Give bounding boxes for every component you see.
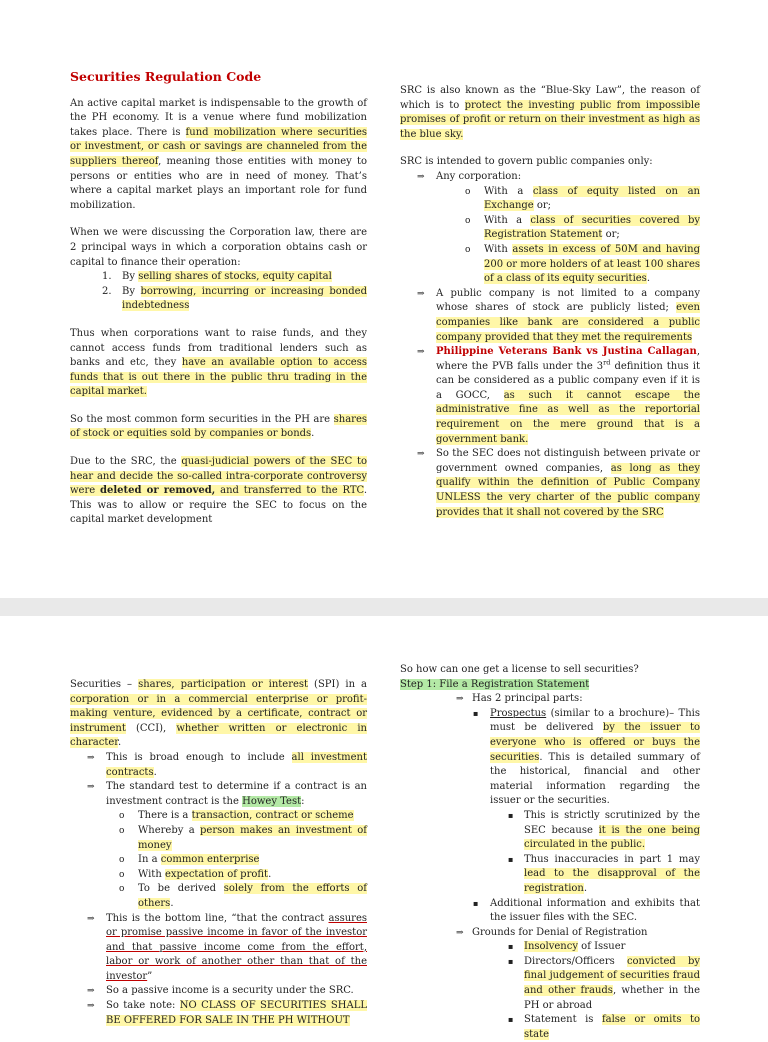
circle-bullet-icon: o [465,186,471,197]
arrow-icon: ⇒ [417,347,425,358]
circle-bullet-icon: o [465,244,471,255]
arrow-icon: ⇒ [87,1001,95,1012]
square-bullet-icon: ▪ [508,1015,514,1025]
square-bullet-icon: ▪ [473,898,479,908]
list-item-passive-income: ⇒ So a passive income is a security under the SRC. [70,984,367,999]
list-item-howey-4: o With expectation of profit. [70,868,367,883]
list-item-any-corporation: ⇒ Any corporation: [400,170,700,185]
square-bullet-icon: ▪ [508,810,514,820]
circle-bullet-icon: o [119,869,125,880]
list-item-public-company: ⇒ A public company is not limited to a company whose shares of stock are publicly listed; even companies like bank are considered a public company provided that they met the requirements [417,287,700,343]
circle-bullet-icon: o [119,855,125,866]
arrow-icon: ⇒ [87,782,95,793]
right-column-bottom [400,663,700,1042]
arrow-icon: ⇒ [417,171,425,182]
circle-bullet-icon: o [465,215,471,226]
list-item-way-1: 1. By selling shares of stocks, equity capital [102,271,332,283]
left-column-bottom [70,678,367,1028]
list-item-take-note: ⇒ So take note: NO CLASS OF SECURITIES SHALL BE OFFERED FOR SALE IN THE PH WITHOUT [87,1000,367,1026]
list-item-principal-parts: ⇒ Has 2 principal parts: [400,692,700,707]
list-item-grounds-denial: ⇒ Grounds for Denial of Registration [400,926,700,941]
list-item-equity-exchange: o With a class of equity listed on an Exchange or; [465,185,700,212]
square-bullet-icon: ▪ [473,708,479,718]
list-item-registration-statement: o With a class of securities covered by Registration Statement or; [465,214,700,241]
circle-bullet-icon: o [119,825,125,836]
square-bullet-icon: ▪ [508,956,514,966]
list-item-additional-info: ▪ Additional information and exhibits that the issuer files with the SEC. [473,897,700,924]
circle-bullet-icon: o [119,884,125,895]
list-item-standard-test: ⇒ The standard test to determine if a contract is an investment contract is the Howey Test: [87,781,367,807]
page-separator [0,598,768,616]
step-1-heading: Step 1: File a Registration Statement [400,678,590,690]
paragraph-capital-market: An active capital market is indispensable to the growth of the PH economy. It is a venue where fund mobilization takes place. There is fund mobilization where securities or investment, or cash or savings are channeled from the suppliers thereof, meaning those entities with money to persons or entities who are in need of money. That’s where a capital market plays an important role for fund mobilization. [70,97,367,211]
list-item-bottom-line: ⇒ This is the bottom line, “that the contract assures or promise passive income in favor of the investor and that passive income come from the effort, labor or work of another other than that of the investor” [87,912,367,982]
arrow-icon: ⇒ [87,913,95,924]
list-item-howey-5: o To be derived solely from the efforts of others. [119,883,367,909]
paragraph-common-securities: So the most common form securities in the PH are shares of stock or equities sold by companies or bonds. [70,413,367,440]
arrow-icon: ⇒ [417,449,425,460]
list-item-inaccuracies: ▪ Thus inaccuracies in part 1 may lead to the disapproval of the registration. [508,853,700,894]
arrow-icon: ⇒ [87,752,95,763]
list-item-howey-2: o Whereby a person makes an investment of money [119,824,367,851]
paragraph-license-question: So how can one get a license to sell securities? [400,664,639,675]
list-item-assets: o With assets in excess of 50M and having 200 or more holders of at least 100 shares of a class of its equity securities. [465,243,700,285]
paragraph-securities-definition: Securities – shares, participation or interest (SPI) in a corporation or in a commercial enterprise or profit-making venture, evidenced by a certificate, contract or instrument (CCI), whether written or electronic in character. [70,679,367,749]
list-item-insolvency: ▪ Insolvency of Issuer [400,940,700,955]
right-column-top [400,84,700,520]
document-page-bottom [0,616,768,1040]
list-item-scrutinized: ▪ This is strictly scrutinized by the SEC because it is the one being circulated in the public. [508,809,700,851]
arrow-icon: ⇒ [456,927,464,938]
circle-bullet-icon: o [119,811,125,822]
list-item-directors: ▪ Directors/Officers convicted by final judgement of securities fraud and other frauds, whether in the PH or abroad [508,955,700,1011]
paragraph-quasi-judicial: Due to the SRC, the quasi-judicial powers of the SEC to hear and decide the so-called intra-corporate controversy were deleted or removed, and transferred to the RTC. This was to allow or require the SEC to focus on the capital market development [70,456,368,526]
list-item-sec-distinction: ⇒ So the SEC does not distinguish between private or government owned companies, as long as they qualify within the definition of Public Company UNLESS the very charter of the public company provides that it shall not covered by the SRC [417,448,700,518]
list-item-pvb-case: ⇒ Philippine Veterans Bank vs Justina Callagan, where the PVB falls under the 3rd definition thus it can be considered as a public company even if it is a GOCC, as such it cannot escape the administrative fine as well as the reportorial requirement on the mere ground that is a government bank. [417,346,700,445]
paragraph-raise-funds: Thus when corporations want to raise funds, and they cannot access funds from traditional lenders such as banks and etc, they have an available option to access funds that is out there in the public thru trading in the capital market. [70,327,367,398]
list-item-way-2: 2. By borrowing, incurring or increasing bonded indebtedness [102,285,367,312]
list-item-howey-3: o In a common enterprise [70,853,367,868]
arrow-icon: ⇒ [87,986,95,997]
list-item-prospectus: ▪ Prospectus (similar to a brochure)– This must be delivered by the issuer to everyone who is offered or buys the securities. This is detailed summary of the historical, financial and other material information regarding the issuer or the securities. [473,707,701,807]
arrow-icon: ⇒ [456,694,464,705]
left-column-top [70,70,367,528]
list-item-broad: ⇒ This is broad enough to include all investment contracts. [87,751,367,778]
square-bullet-icon: ▪ [508,854,514,864]
square-bullet-icon: ▪ [508,942,514,952]
paragraph-corporation-law: When we were discussing the Corporation law, there are 2 principal ways in which a corporation obtains cash or capital to finance their operation: [70,227,367,268]
paragraph-public-companies: SRC is intended to govern public companies only: [400,156,653,168]
list-item-howey-1: o There is a transaction, contract or scheme [70,809,367,824]
arrow-icon: ⇒ [417,288,425,299]
page-title: Securities Regulation Code [70,69,262,84]
paragraph-blue-sky: SRC is also known as the “Blue-Sky Law”, the reason of which is to protect the investing public from impossible promises of profit or return on their investment as high as the blue sky. [400,85,700,140]
list-item-false-statement: ▪ Statement is false or omits to state [508,1014,700,1040]
